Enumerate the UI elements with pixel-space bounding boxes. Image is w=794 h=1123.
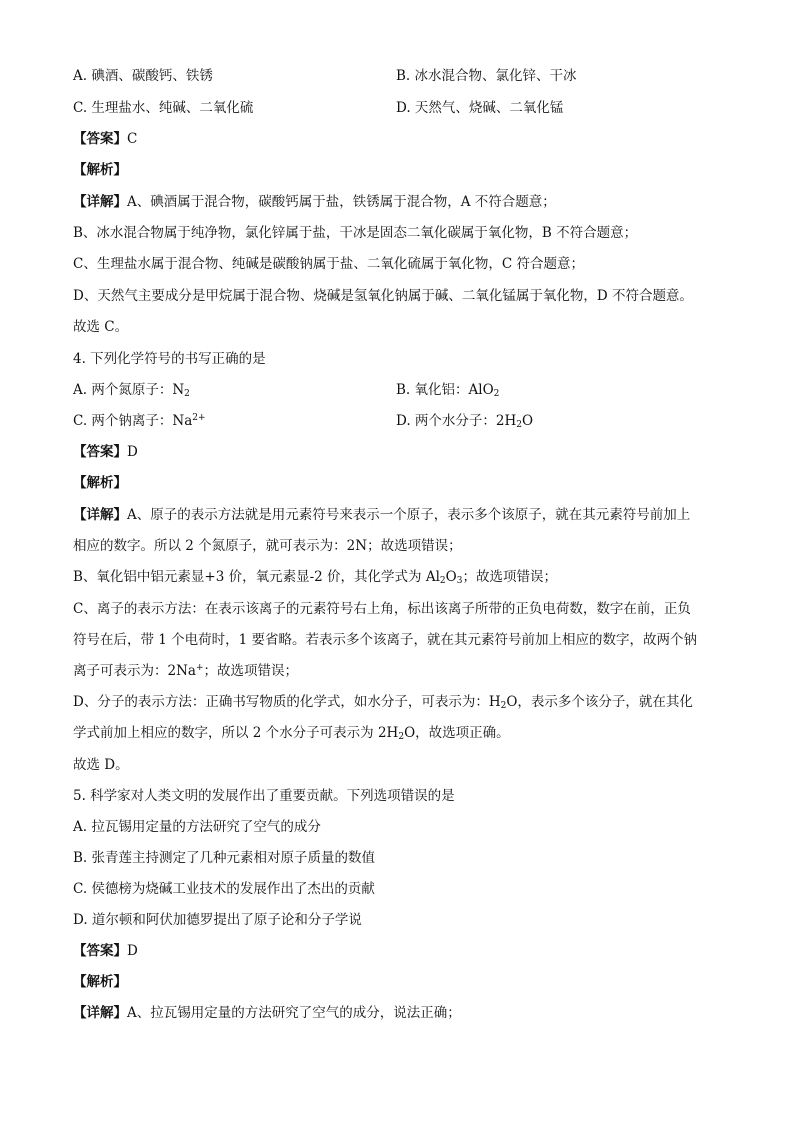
option-text: D. 两个水分子：2H <box>396 413 517 429</box>
subscript: 2 <box>184 389 190 399</box>
subscript: 2 <box>439 576 446 586</box>
answer-tag: 【答案】 <box>73 943 127 959</box>
answer-value: C <box>127 131 138 147</box>
q4-detail-line6 <box>73 662 298 680</box>
subscript: 2 <box>493 389 500 399</box>
q3-analysis-tag <box>73 161 127 179</box>
text: D、分子的表示方法：正确书写物质的化学式，如水分子，可表示为：H <box>73 694 501 710</box>
text: O <box>445 569 457 585</box>
option-text: C. 两个钠离子：Na <box>73 413 193 429</box>
subscript: 2 <box>516 420 523 430</box>
detail-text: A、拉瓦锡用定量的方法研究了空气的成分，说法正确； <box>127 1005 461 1021</box>
analysis-label: 【解析】 <box>73 974 127 990</box>
option-text: A. 两个氮原子：N <box>73 382 185 398</box>
text: 离子可表示为：2Na <box>73 663 196 679</box>
subscript: 3 <box>456 576 463 586</box>
q5-analysis-tag <box>73 973 127 991</box>
text: O，故选项正确。 <box>404 725 510 741</box>
answer-value: D <box>127 444 138 460</box>
q4-conclusion: 故选 D。 <box>73 757 129 773</box>
q4-detail-line8 <box>73 724 510 742</box>
answer-tag: 【答案】 <box>73 131 127 147</box>
q3-detail-b: B、冰水混合物属于纯净物，氯化锌属于盐，干冰是固态二氧化碳属于氧化物，B 不符合题意； <box>73 225 638 241</box>
detail-tag: 【详解】 <box>73 1005 127 1021</box>
q4-detail-line7 <box>73 693 693 711</box>
q5-option-a: A. 拉瓦锡用定量的方法研究了空气的成分 <box>73 819 321 835</box>
analysis-label: 【解析】 <box>73 162 127 178</box>
q5-detail-a <box>73 1004 461 1022</box>
answer-tag: 【答案】 <box>73 444 127 460</box>
q4-stem: 4. 下列化学符号的书写正确的是 <box>73 351 266 367</box>
subscript: 2 <box>398 732 405 742</box>
superscript: + <box>195 663 204 673</box>
q4-detail-line4: C、离子的表示方法：在表示该离子的元素符号右上角，标出该离子所带的正负电荷数，数字在前，正负 <box>73 601 691 617</box>
detail-text: A、原子的表示方法就是用元素符号来表示一个原子，表示多个该原子，就在其元素符号前加上 <box>127 507 691 523</box>
q4-detail-line1 <box>73 506 690 524</box>
q4-option-c <box>73 412 206 430</box>
text: O，表示多个该分子，就在其化 <box>506 694 693 710</box>
detail-text: A、碘酒属于混合物，碳酸钙属于盐，铁锈属于混合物，A 不符合题意； <box>127 194 556 210</box>
q5-option-d: D. 道尔顿和阿伏加德罗提出了原子论和分子学说 <box>73 912 362 928</box>
q4-detail-line5: 符号在后，带 1 个电荷时，1 要省略。若表示多个该离子，就在其元素符号前加上相应的数字，故两个钠 <box>73 632 698 648</box>
q5-option-b: B. 张青莲主持测定了几种元素相对原子质量的数值 <box>73 850 376 866</box>
text: ；故选项错误； <box>462 569 557 585</box>
q4-option-d <box>396 412 533 430</box>
q4-detail-line2: 相应的数字。所以 2 个氮原子，就可表示为：2N；故选项错误； <box>73 538 462 554</box>
q4-option-b <box>396 381 499 399</box>
detail-tag: 【详解】 <box>73 194 127 210</box>
detail-tag: 【详解】 <box>73 507 127 523</box>
q5-answer <box>73 942 138 960</box>
q4-analysis-tag <box>73 474 127 492</box>
text: B、氧化铝中铝元素显+3 价，氧元素显-2 价，其化学式为 Al <box>73 569 440 585</box>
q5-option-c: C. 侯德榜为烧碱工业技术的发展作出了杰出的贡献 <box>73 881 375 897</box>
option-text-tail: O <box>522 413 534 429</box>
superscript: 2+ <box>192 413 206 423</box>
q5-stem: 5. 科学家对人类文明的发展作出了重要贡献。下列选项错误的是 <box>73 788 455 804</box>
text: 学式前加上相应的数字，所以 2 个水分子可表示为 2H <box>73 725 399 741</box>
q4-answer <box>73 443 138 461</box>
q3-conclusion: 故选 C。 <box>73 319 129 335</box>
analysis-label: 【解析】 <box>73 475 127 491</box>
q3-option-a: A. 碘酒、碳酸钙、铁锈 <box>73 68 213 84</box>
q3-answer <box>73 130 137 148</box>
q4-option-a <box>73 381 190 399</box>
option-text: B. 氧化铝：AlO <box>396 382 494 398</box>
q3-option-d: D. 天然气、烧碱、二氧化锰 <box>396 100 564 116</box>
q3-option-c: C. 生理盐水、纯碱、二氧化硫 <box>73 100 254 116</box>
answer-value: D <box>127 943 138 959</box>
q4-detail-line3 <box>73 568 557 586</box>
text: ；故选项错误； <box>203 663 298 679</box>
q3-detail-d: D、天然气主要成分是甲烷属于混合物、烧碱是氢氧化钠属于碱、二氧化锰属于氧化物，D 不符合题意。 <box>73 288 693 304</box>
subscript: 2 <box>500 701 507 711</box>
q3-detail-c: C、生理盐水属于混合物、纯碱是碳酸钠属于盐、二氧化硫属于氧化物，C 符合题意； <box>73 256 584 272</box>
q3-option-b: B. 冰水混合物、氯化锌、干冰 <box>396 68 577 84</box>
q3-detail-a <box>73 193 556 211</box>
